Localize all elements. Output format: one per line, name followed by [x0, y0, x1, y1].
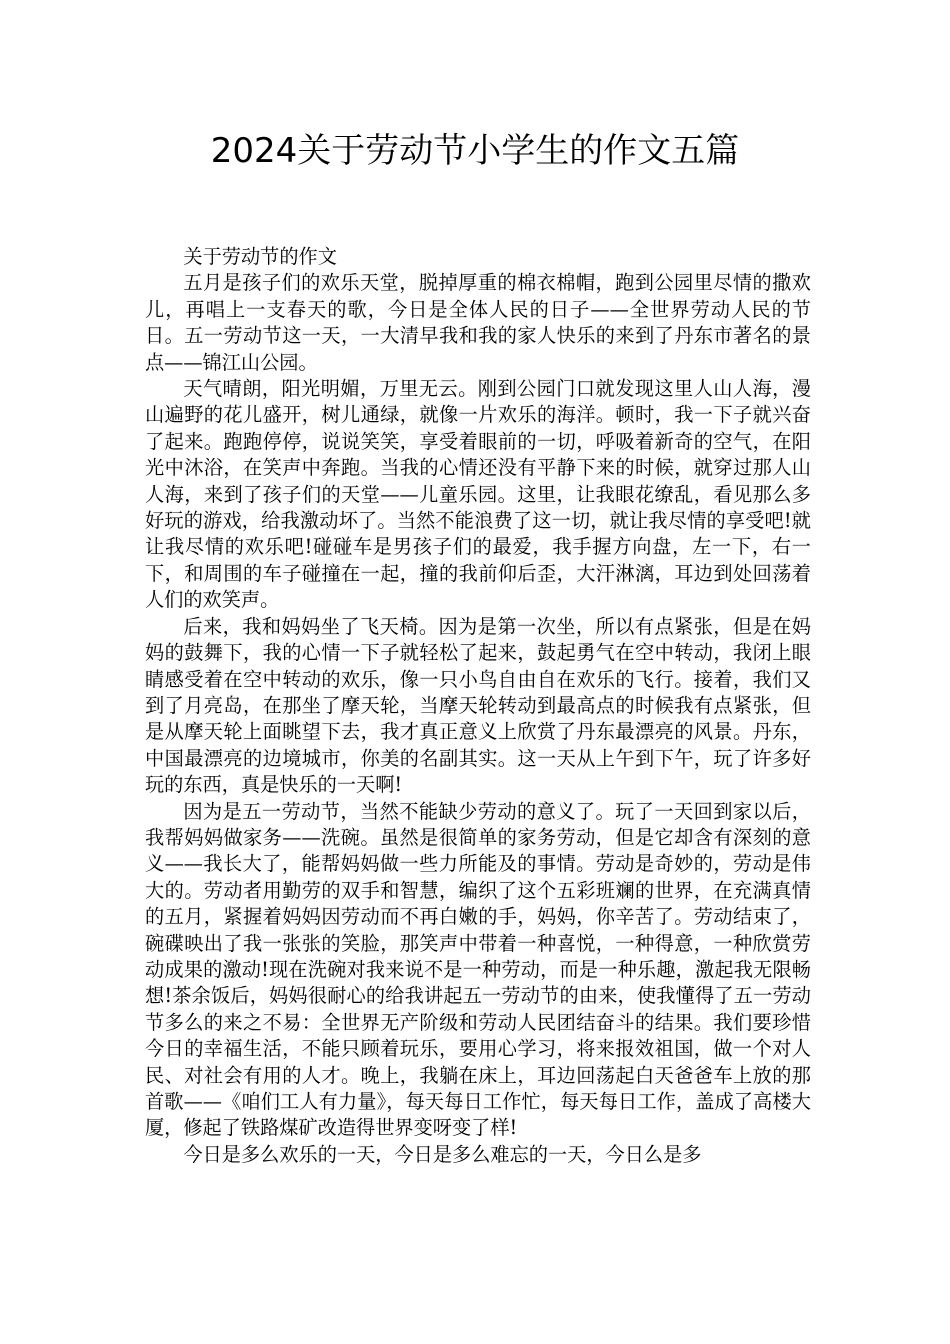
paragraph-5: 今日是多么欢乐的一天，今日是多么难忘的一天，今日么是多: [183, 1142, 702, 1166]
document-title: 2024关于劳动节小学生的作文五篇: [210, 131, 740, 171]
paragraph-3: 后来，我和妈妈坐了飞天椅。因为是第一次坐，所以有点紧张，但是在妈妈的鼓舞下，我的心情一下子就轻松了起来，鼓起勇气在空中转动，我闭上眼睛感受着在空中转动的欢乐，像一只小鸟自由自在欢乐的飞行。接着，我们又到了月亮岛，在那坐了摩天轮，当摩天轮转动到最高点的时候我有点紧张，但是从摩天轮上面眺望下去，我才真正意义上欣赏了丹东最漂亮的风景。丹东，中国最漂亮的边境城市，你美的名副其实。这一天从上午到下午，玩了许多好玩的东西，真是快乐的一天啊!: [145, 614, 811, 797]
paragraph-2: 天气晴朗，阳光明媚，万里无云。刚到公园门口就发现这里人山人海，漫山遍野的花儿盛开，树儿通绿，就像一片欢乐的海洋。顿时，我一下子就兴奋了起来。跑跑停停，说说笑笑，享受着眼前的一切，呼吸着新奇的空气，在阳光中沐浴，在笑声中奔跑。当我的心情还没有平静下来的时候，就穿过那人山人海，来到了孩子们的天堂——儿童乐园。这里，让我眼花缭乱，看见那么多好玩的游戏，给我激动坏了。当然不能浪费了这一切，就让我尽情的享受吧!就让我尽情的欢乐吧!碰碰车是男孩子们的最爱，我手握方向盘，左一下，右一下，和周围的车子碰撞在一起，撞的我前仰后歪，大汗淋漓，耳边到处回荡着人们的欢笑声。: [145, 377, 811, 612]
document-body: [145, 244, 811, 1168]
paragraph-1: 五月是孩子们的欢乐天堂，脱掉厚重的棉衣棉帽，跑到公园里尽情的撒欢儿，再唱上一支春天的歌，今日是全体人民的日子——全世界劳动人民的节日。五一劳动节这一天，一大清早我和我的家人快乐的来到了丹东市著名的景点——锦江山公园。: [145, 271, 811, 374]
essay-heading: 关于劳动节的作文: [183, 245, 337, 268]
paragraph-4: 因为是五一劳动节，当然不能缺少劳动的意义了。玩了一天回到家以后，我帮妈妈做家务——洗碗。虽然是很简单的家务劳动，但是它却含有深刻的意义——我长大了，能帮妈妈做一些力所能及的事情。劳动是奇妙的，劳动是伟大的。劳动者用勤劳的双手和智慧，编织了这个五彩班斓的世界，在充满真情的五月，紧握着妈妈因劳动而不再白嫩的手，妈妈，你辛苦了。劳动结束了，碗碟映出了我一张张的笑脸，那笑声中带着一种喜悦，一种得意，一种欣赏劳动成果的激动!现在洗碗对我来说不是一种劳动，而是一种乐趣，激起我无限畅想!茶余饭后，妈妈很耐心的给我讲起五一劳动节的由来，使我懂得了五一劳动节多么的来之不易：全世界无产阶级和劳动人民团结奋斗的结果。我们要珍惜今日的幸福生活，不能只顾着玩乐，要用心学习，将来报效祖国，做一个对人民、对社会有用的人才。晚上，我躺在床上，耳边回荡起白天爸爸车上放的那首歌——《咱们工人有力量》，每天每日工作忙，每天每日工作，盖成了高楼大厦，修起了铁路煤矿改造得世界变呀变了样!: [145, 799, 811, 1140]
